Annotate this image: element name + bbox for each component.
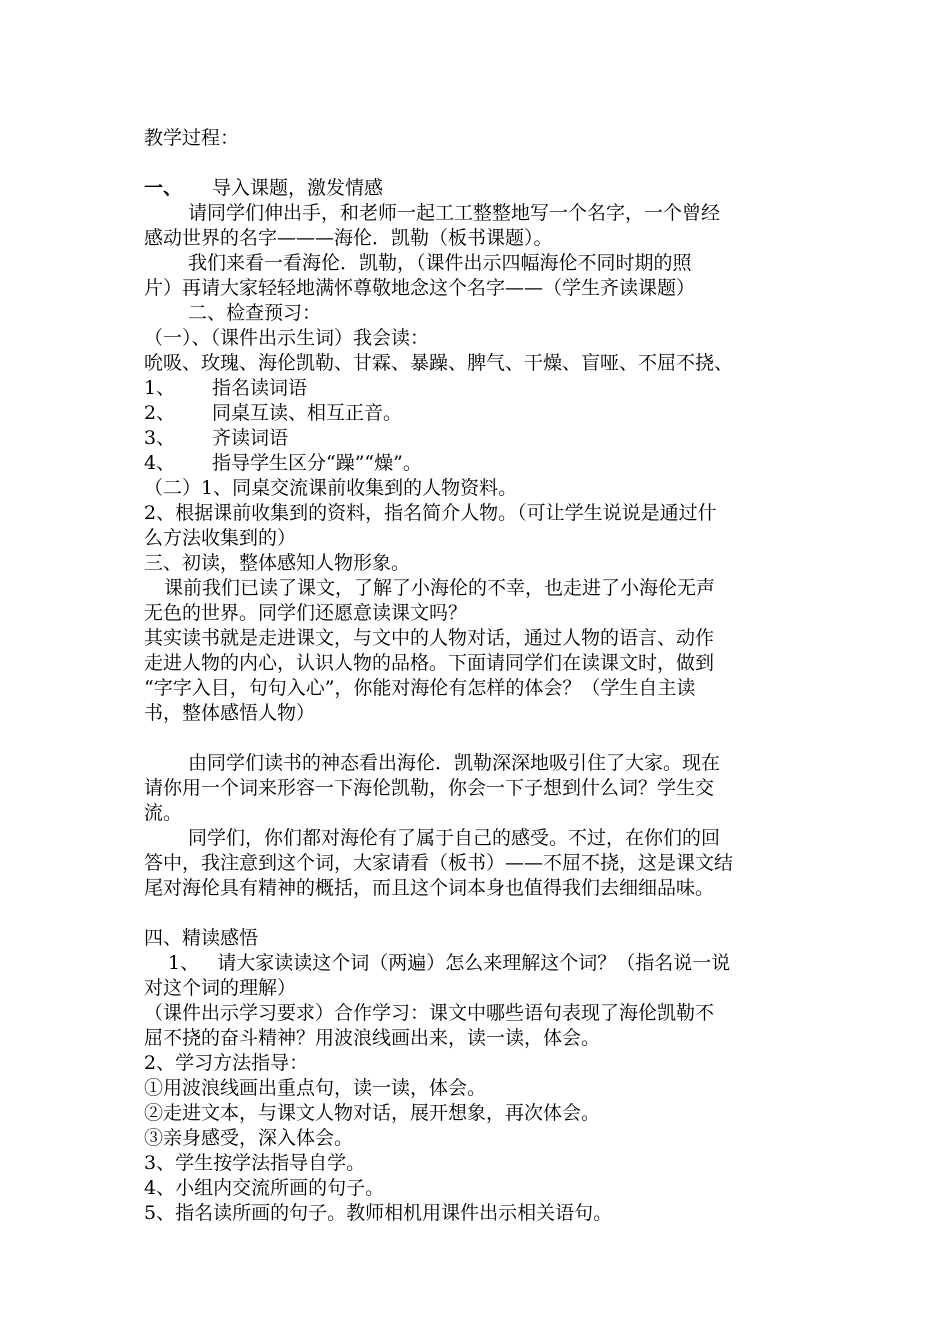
s4-item1-line2: 对这个词的理解） (144, 977, 297, 999)
s2-item2-line1: 2、根据课前收集到的资料，指名简介人物。（可让学生说说是通过什 (144, 502, 717, 524)
s1-p2-line2: 片）再请大家轻轻地满怀尊敬地念这个名字——（学生齐读课题） (144, 277, 696, 299)
s4-method-2: ②走进文本，与课文人物对话，展开想象，再次体会。 (144, 1102, 601, 1124)
step-text: 指名读词语 (212, 377, 308, 399)
section-1-title: 导入课题，激发情感 (212, 177, 384, 199)
s4-item1-line1: 1、 请大家读读这个词（两遍）怎么来理解这个词？（指名说一说 (168, 952, 731, 974)
step-text: 齐读词语 (212, 427, 289, 449)
step-text: 同桌互读、相互正音。 (212, 402, 403, 424)
s4-method-3: ③亲身感受，深入体会。 (144, 1127, 354, 1149)
s3-p3-line3: 流。 (144, 802, 183, 824)
s4-req-line1: （课件出示学习要求）合作学习：课文中哪些语句表现了海伦凯勒不 (144, 1002, 715, 1024)
step-number: 3、 (144, 427, 176, 449)
s2-sub1: （一）、（课件出示生词）我会读： (144, 327, 430, 349)
step-number: 1、 (144, 377, 176, 399)
s3-p4-line1: 同学们，你们都对海伦有了属于自己的感受。不过，在你们的回 (188, 827, 721, 849)
s2-sub2: （二）1、同桌交流课前收集到的人物资料。 (144, 477, 518, 499)
section-1-number: 一、 (144, 177, 183, 199)
s3-p2-line4: 书，整体感悟人物） (144, 702, 316, 724)
page-title: 教学过程： (144, 127, 240, 149)
section-4-heading: 四、精读感悟 (144, 927, 259, 949)
s2-step-4 (144, 451, 814, 476)
s1-p1-line2: 感动世界的名字———海伦．凯勒（板书课题）。 (144, 227, 553, 249)
s4-method-1: ①用波浪线画出重点句，读一读，体会。 (144, 1077, 487, 1099)
section-3-heading: 三、初读，整体感知人物形象。 (144, 552, 411, 574)
s4-item4: 4、小组内交流所画的句子。 (144, 1177, 385, 1199)
s3-p2-line2: 走进人物的内心，认识人物的品格。下面请同学们在读课文时，做到 (144, 652, 715, 674)
s2-item2-line2: 么方法收集到的） (144, 527, 297, 549)
s3-p3-line2: 请你用一个词来形容一下海伦凯勒，你会一下子想到什么词？学生交 (144, 777, 715, 799)
s3-p2-line1: 其实读书就是走进课文，与文中的人物对话，通过人物的语言、动作 (144, 627, 715, 649)
s3-p3-line1: 由同学们读书的神态看出海伦．凯勒深深地吸引住了大家。现在 (188, 752, 721, 774)
s4-req-line2: 屈不挠的奋斗精神？用波浪线画出来，读一读，体会。 (144, 1027, 601, 1049)
s1-p1-line1: 请同学们伸出手，和老师一起工工整整地写一个名字，一个曾经 (188, 202, 721, 224)
s3-p4-line2: 答中，我注意到这个词，大家请看（板书）——不屈不挠，这是课文结 (144, 852, 734, 874)
s3-p1-line2: 无色的世界。同学们还愿意读课文吗？ (144, 602, 468, 624)
step-number: 2、 (144, 402, 176, 424)
section-1-heading (144, 176, 814, 201)
s3-p2-line3: “字字入目，句句入心”，你能对海伦有怎样的体会？（学生自主读 (144, 677, 696, 699)
s3-p4-line3: 尾对海伦具有精神的概括，而且这个词本身也值得我们去细细品味。 (144, 877, 715, 899)
section-2-heading: 二、检查预习： (188, 302, 322, 324)
s2-step-2 (144, 401, 814, 426)
s2-step-3 (144, 426, 814, 451)
s3-p1-line1: 课前我们已读了课文，了解了小海伦的不幸，也走进了小海伦无声 (164, 577, 716, 599)
s4-item3: 3、学生按学法指导自学。 (144, 1152, 366, 1174)
s4-item2: 2、学习方法指导： (144, 1052, 309, 1074)
step-number: 4、 (144, 452, 176, 474)
s1-p2-line1: 我们来看一看海伦．凯勒，（课件出示四幅海伦不同时期的照 (188, 252, 692, 274)
step-text: 指导学生区分“躁”“燥”。 (212, 452, 422, 474)
s2-words: 吮吸、玫瑰、海伦凯勒、甘霖、暴躁、脾气、干燥、盲哑、不屈不挠、 (144, 352, 734, 374)
s4-item5: 5、指名读所画的句子。教师相机用课件出示相关语句。 (144, 1202, 613, 1224)
s2-step-1 (144, 376, 814, 401)
